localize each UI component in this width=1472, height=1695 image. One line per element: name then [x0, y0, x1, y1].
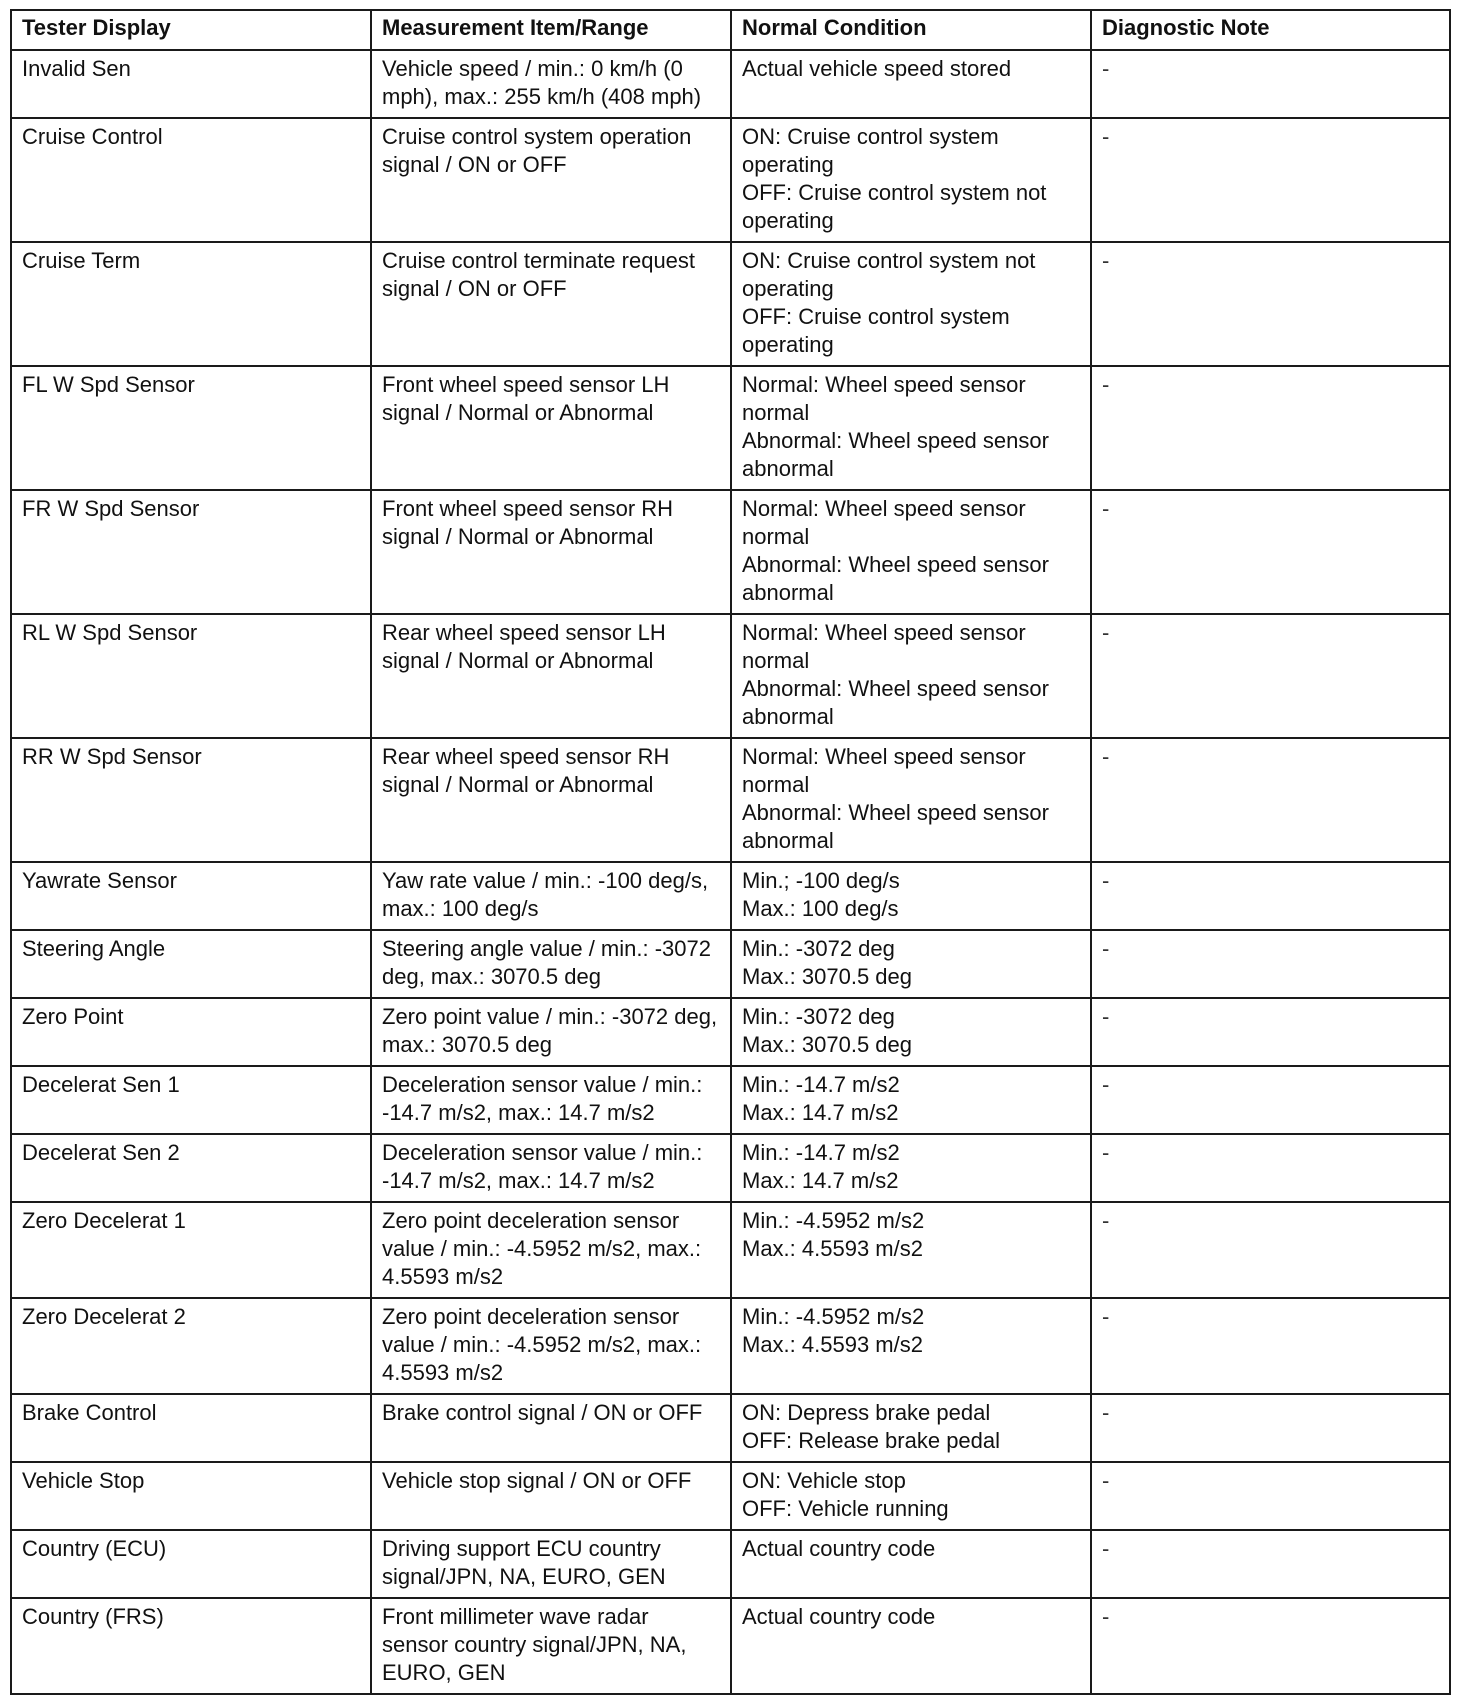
cell-tester-display: Decelerat Sen 2 [11, 1134, 371, 1202]
cell-diagnostic-note: - [1091, 862, 1450, 930]
cell-tester-display: Zero Decelerat 2 [11, 1298, 371, 1394]
cell-diagnostic-note: - [1091, 1066, 1450, 1134]
cell-measurement-item: Front wheel speed sensor RH signal / Normal or Abnormal [371, 490, 731, 614]
table-row [11, 1066, 1450, 1134]
data-list-table [10, 9, 1451, 1695]
header-tester-display: Tester Display [11, 10, 371, 50]
normal-condition-line: Min.: -3072 deg [742, 1004, 895, 1029]
cell-measurement-item: Cruise control terminate request signal / ON or OFF [371, 242, 731, 366]
cell-tester-display: Cruise Control [11, 118, 371, 242]
normal-condition-line: Normal: Wheel speed sensor normal [742, 744, 1026, 797]
normal-condition-line: ON: Depress brake pedal [742, 1400, 991, 1425]
cell-normal-condition [731, 1598, 1091, 1694]
cell-tester-display: Brake Control [11, 1394, 371, 1462]
cell-diagnostic-note: - [1091, 1394, 1450, 1462]
table-body [11, 50, 1450, 1694]
cell-diagnostic-note: - [1091, 1462, 1450, 1530]
table-row [11, 366, 1450, 490]
cell-normal-condition [731, 998, 1091, 1066]
cell-measurement-item: Yaw rate value / min.: -100 deg/s, max.: 100 deg/s [371, 862, 731, 930]
table-header [11, 10, 1450, 50]
cell-diagnostic-note: - [1091, 366, 1450, 490]
cell-tester-display: Zero Point [11, 998, 371, 1066]
cell-measurement-item: Front wheel speed sensor LH signal / Normal or Abnormal [371, 366, 731, 490]
cell-normal-condition [731, 50, 1091, 118]
table-row [11, 862, 1450, 930]
table-row [11, 1462, 1450, 1530]
cell-tester-display: RR W Spd Sensor [11, 738, 371, 862]
table-row [11, 118, 1450, 242]
normal-condition-line: Actual country code [742, 1604, 936, 1629]
cell-diagnostic-note: - [1091, 998, 1450, 1066]
table-row [11, 930, 1450, 998]
table-row [11, 50, 1450, 118]
cell-tester-display: Vehicle Stop [11, 1462, 371, 1530]
cell-normal-condition [731, 1066, 1091, 1134]
normal-condition-line: Max.: 3070.5 deg [742, 1032, 913, 1057]
normal-condition-line: ON: Cruise control system not operating [742, 248, 1036, 301]
cell-measurement-item: Deceleration sensor value / min.: -14.7 m/s2, max.: 14.7 m/s2 [371, 1066, 731, 1134]
normal-condition-line: Normal: Wheel speed sensor normal [742, 496, 1026, 549]
cell-diagnostic-note: - [1091, 1298, 1450, 1394]
cell-measurement-item: Front millimeter wave radar sensor country signal/JPN, NA, EURO, GEN [371, 1598, 731, 1694]
normal-condition-line: Min.: -4.5952 m/s2 [742, 1208, 925, 1233]
normal-condition-line: ON: Vehicle stop [742, 1468, 906, 1493]
cell-normal-condition [731, 738, 1091, 862]
cell-measurement-item: Driving support ECU country signal/JPN, NA, EURO, GEN [371, 1530, 731, 1598]
cell-tester-display: Zero Decelerat 1 [11, 1202, 371, 1298]
table-row [11, 242, 1450, 366]
normal-condition-line: Min.: -14.7 m/s2 [742, 1072, 900, 1097]
normal-condition-line: Normal: Wheel speed sensor normal [742, 372, 1026, 425]
table-row [11, 490, 1450, 614]
table-row [11, 998, 1450, 1066]
table-row [11, 614, 1450, 738]
normal-condition-line: ON: Cruise control system operating [742, 124, 999, 177]
cell-measurement-item: Rear wheel speed sensor RH signal / Normal or Abnormal [371, 738, 731, 862]
normal-condition-line: OFF: Vehicle running [742, 1496, 949, 1521]
cell-normal-condition [731, 862, 1091, 930]
cell-normal-condition [731, 614, 1091, 738]
cell-tester-display: Country (FRS) [11, 1598, 371, 1694]
header-row [11, 10, 1450, 50]
cell-diagnostic-note: - [1091, 614, 1450, 738]
cell-diagnostic-note: - [1091, 490, 1450, 614]
cell-measurement-item: Deceleration sensor value / min.: -14.7 m/s2, max.: 14.7 m/s2 [371, 1134, 731, 1202]
normal-condition-line: OFF: Cruise control system not operating [742, 180, 1047, 233]
normal-condition-line: Max.: 3070.5 deg [742, 964, 913, 989]
cell-tester-display: Decelerat Sen 1 [11, 1066, 371, 1134]
cell-measurement-item: Brake control signal / ON or OFF [371, 1394, 731, 1462]
header-normal-condition: Normal Condition [731, 10, 1091, 50]
cell-measurement-item: Vehicle stop signal / ON or OFF [371, 1462, 731, 1530]
cell-tester-display: RL W Spd Sensor [11, 614, 371, 738]
cell-normal-condition [731, 242, 1091, 366]
normal-condition-line: Max.: 14.7 m/s2 [742, 1168, 899, 1193]
normal-condition-line: Actual vehicle speed stored [742, 56, 1012, 81]
cell-tester-display: Cruise Term [11, 242, 371, 366]
cell-tester-display: Steering Angle [11, 930, 371, 998]
normal-condition-line: OFF: Cruise control system operating [742, 304, 1010, 357]
cell-diagnostic-note: - [1091, 242, 1450, 366]
cell-tester-display: Yawrate Sensor [11, 862, 371, 930]
header-measurement-item: Measurement Item/Range [371, 10, 731, 50]
cell-measurement-item: Vehicle speed / min.: 0 km/h (0 mph), max.: 255 km/h (408 mph) [371, 50, 731, 118]
normal-condition-line: Max.: 100 deg/s [742, 896, 899, 921]
cell-measurement-item: Zero point value / min.: -3072 deg, max.: 3070.5 deg [371, 998, 731, 1066]
cell-measurement-item: Zero point deceleration sensor value / min.: -4.5952 m/s2, max.: 4.5593 m/s2 [371, 1298, 731, 1394]
normal-condition-line: Max.: 14.7 m/s2 [742, 1100, 899, 1125]
table-row [11, 738, 1450, 862]
cell-measurement-item: Rear wheel speed sensor LH signal / Normal or Abnormal [371, 614, 731, 738]
normal-condition-line: Min.: -3072 deg [742, 936, 895, 961]
cell-normal-condition [731, 118, 1091, 242]
cell-normal-condition [731, 1462, 1091, 1530]
normal-condition-line: Abnormal: Wheel speed sensor abnormal [742, 428, 1049, 481]
normal-condition-line: Abnormal: Wheel speed sensor abnormal [742, 800, 1049, 853]
cell-normal-condition [731, 930, 1091, 998]
cell-measurement-item: Zero point deceleration sensor value / min.: -4.5952 m/s2, max.: 4.5593 m/s2 [371, 1202, 731, 1298]
cell-tester-display: Country (ECU) [11, 1530, 371, 1598]
cell-diagnostic-note: - [1091, 1598, 1450, 1694]
normal-condition-line: Max.: 4.5593 m/s2 [742, 1332, 923, 1357]
cell-measurement-item: Steering angle value / min.: -3072 deg, max.: 3070.5 deg [371, 930, 731, 998]
cell-diagnostic-note: - [1091, 1202, 1450, 1298]
cell-normal-condition [731, 490, 1091, 614]
cell-tester-display: FL W Spd Sensor [11, 366, 371, 490]
normal-condition-line: Min.: -4.5952 m/s2 [742, 1304, 925, 1329]
cell-normal-condition [731, 366, 1091, 490]
table-row [11, 1134, 1450, 1202]
normal-condition-line: Actual country code [742, 1536, 936, 1561]
table-row [11, 1530, 1450, 1598]
table-row [11, 1598, 1450, 1694]
cell-diagnostic-note: - [1091, 1530, 1450, 1598]
header-diagnostic-note: Diagnostic Note [1091, 10, 1450, 50]
cell-normal-condition [731, 1394, 1091, 1462]
cell-diagnostic-note: - [1091, 50, 1450, 118]
normal-condition-line: Normal: Wheel speed sensor normal [742, 620, 1026, 673]
cell-diagnostic-note: - [1091, 930, 1450, 998]
table-row [11, 1394, 1450, 1462]
cell-measurement-item: Cruise control system operation signal / ON or OFF [371, 118, 731, 242]
cell-tester-display: FR W Spd Sensor [11, 490, 371, 614]
normal-condition-line: Min.: -14.7 m/s2 [742, 1140, 900, 1165]
normal-condition-line: Abnormal: Wheel speed sensor abnormal [742, 676, 1049, 729]
normal-condition-line: OFF: Release brake pedal [742, 1428, 1001, 1453]
normal-condition-line: Abnormal: Wheel speed sensor abnormal [742, 552, 1049, 605]
cell-normal-condition [731, 1530, 1091, 1598]
cell-normal-condition [731, 1202, 1091, 1298]
cell-tester-display: Invalid Sen [11, 50, 371, 118]
cell-diagnostic-note: - [1091, 1134, 1450, 1202]
cell-diagnostic-note: - [1091, 738, 1450, 862]
normal-condition-line: Min.; -100 deg/s [742, 868, 900, 893]
cell-diagnostic-note: - [1091, 118, 1450, 242]
cell-normal-condition [731, 1298, 1091, 1394]
table-row [11, 1298, 1450, 1394]
normal-condition-line: Max.: 4.5593 m/s2 [742, 1236, 923, 1261]
table-row [11, 1202, 1450, 1298]
cell-normal-condition [731, 1134, 1091, 1202]
